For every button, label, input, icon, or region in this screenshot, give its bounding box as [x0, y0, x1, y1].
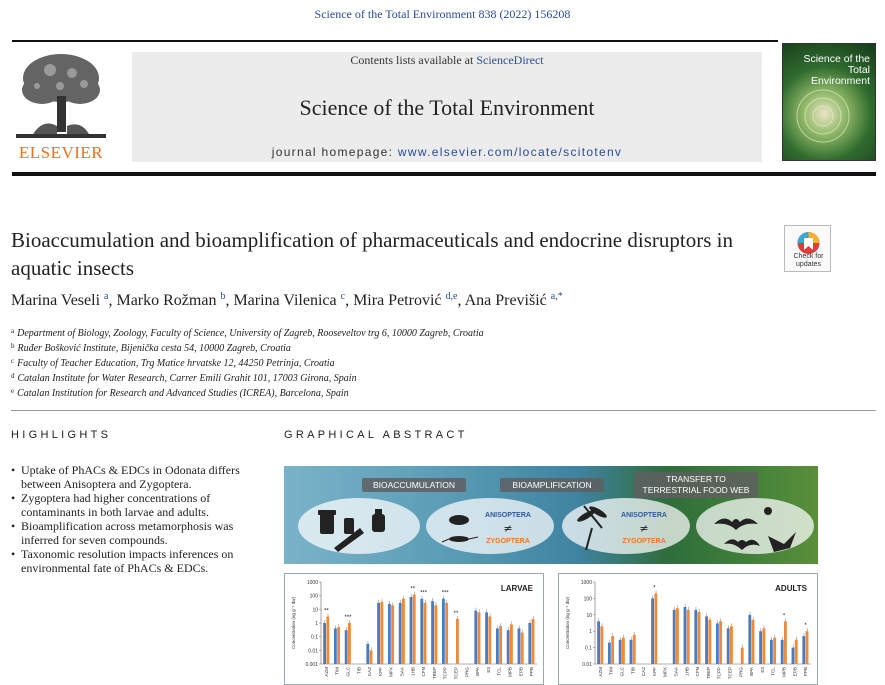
bar — [528, 623, 531, 664]
y-tick-label: 0.1 — [585, 645, 592, 652]
bioamplification-label: BIOAMPLIFICATION — [500, 478, 604, 492]
bar — [399, 603, 402, 664]
adults-chart[interactable] — [558, 573, 818, 685]
x-tick-label: SAA — [673, 667, 679, 677]
check-for-updates-badge[interactable] — [784, 225, 831, 272]
bar — [792, 648, 795, 664]
x-tick-label: TCL — [770, 667, 776, 676]
highlights-list — [11, 463, 246, 575]
x-tick-label: E3 — [485, 667, 491, 673]
bar — [611, 636, 614, 664]
bar — [748, 615, 751, 664]
bar — [687, 610, 690, 664]
affiliation: $^d$ Catalan Institute for Water Research, Carrer Emili Grahit 101, 17003 Girona, Spain — [11, 372, 357, 384]
y-axis-label: Concentration (ng g⁻¹ dw) — [565, 597, 570, 649]
x-tick-label: PPB — [529, 667, 535, 677]
bar — [420, 599, 423, 664]
bar — [654, 593, 657, 664]
bar — [730, 626, 733, 664]
y-tick-label: 0.1 — [311, 634, 318, 641]
significance-mark: * — [653, 585, 656, 592]
zygoptera-label-larvae: ZYGOPTERA — [486, 538, 530, 545]
bar — [334, 628, 337, 664]
bar — [424, 603, 427, 664]
bar — [445, 603, 448, 664]
bar — [630, 640, 633, 664]
y-tick-label: 0.01 — [582, 662, 592, 668]
bar — [608, 643, 611, 664]
y-tick-label: 1 — [315, 621, 318, 627]
bar — [716, 623, 719, 664]
x-tick-label: BPA — [475, 667, 481, 676]
highlights-heading: HIGHLIGHTS — [11, 429, 112, 441]
bar — [759, 631, 762, 664]
transfer-label: TRANSFER TO TERRESTRIAL FOOD WEB — [634, 472, 758, 498]
masthead-top-rule — [12, 40, 778, 42]
bar — [485, 612, 488, 664]
graphical-abstract-heading: GRAPHICAL ABSTRACT — [284, 429, 468, 441]
bar — [410, 597, 413, 664]
x-tick-label: PRG — [738, 667, 744, 677]
x-tick-label: TBEP — [431, 667, 437, 679]
bar — [521, 633, 524, 664]
x-tick-label: CAZ — [641, 667, 647, 677]
author-affiliation-link[interactable]: d,e — [445, 291, 458, 302]
bar — [684, 607, 687, 664]
bar — [496, 628, 499, 664]
bar — [337, 627, 340, 664]
bar — [377, 603, 380, 664]
x-tick-label: BPA — [749, 667, 755, 676]
significance-mark: ** — [453, 610, 459, 617]
y-axis-label: Concentration (ng g⁻¹ dw) — [291, 597, 296, 649]
bar — [474, 611, 477, 664]
bar — [633, 635, 636, 664]
x-tick-label: E3 — [759, 667, 765, 673]
bar — [622, 638, 625, 664]
masthead-bottom-rule — [12, 172, 876, 176]
bar — [762, 628, 765, 664]
chart-title: LARVAE — [500, 584, 533, 593]
bar — [532, 619, 535, 664]
y-tick-label: 10 — [312, 607, 318, 614]
x-tick-label: CAZ — [367, 667, 373, 677]
cover-title: Science of the Total Environment — [803, 53, 870, 87]
bar — [619, 640, 622, 664]
article-title: Bioaccumulation and bioamplification of pharmaceuticals and endocrine disruptors in aquatic insects — [11, 228, 733, 280]
not-equal-sign: ≠ — [503, 522, 513, 535]
x-tick-label: EPB — [518, 667, 524, 677]
journal-title: Science of the Total Environment — [299, 95, 595, 120]
bar — [708, 620, 711, 664]
author: Marina Veseli $^a$ — [11, 291, 109, 309]
bar — [727, 628, 730, 664]
bar — [770, 640, 773, 664]
highlight-item: • Bioamplification across metamorphosis was inferred for seven compounds. — [11, 519, 246, 547]
bar — [442, 599, 445, 664]
highlight-item: • Uptake of PhACs & EDCs in Odonata differs between Anisoptera and Zygoptera. — [11, 463, 246, 491]
bar — [741, 648, 744, 664]
dragonfly-icon — [576, 504, 608, 550]
journal-reference[interactable]: Science of the Total Environment 838 (2022) 156208 — [314, 7, 571, 21]
x-tick-label: CFN — [421, 667, 427, 677]
x-tick-label: TBEP — [705, 667, 711, 679]
y-tick-label: 100 — [309, 593, 318, 600]
journal-masthead — [132, 52, 762, 162]
bar — [478, 612, 481, 664]
bar — [434, 605, 437, 664]
affiliation-list — [11, 324, 484, 399]
bar — [370, 650, 373, 664]
affiliation: $^c$ Faculty of Teacher Education, Trg Matice hrvatske 12, 44250 Petrinja, Croatia — [11, 357, 335, 369]
y-tick-label: 10 — [586, 612, 592, 619]
bar — [802, 636, 805, 664]
y-tick-label: 0.01 — [308, 648, 318, 655]
bar — [510, 624, 513, 664]
bar — [698, 612, 701, 664]
x-tick-label: TCPP — [716, 667, 722, 680]
y-tick-label: 0.001 — [305, 662, 318, 668]
x-tick-label: TCEP — [453, 667, 459, 680]
significance-mark: *** — [420, 590, 428, 597]
affiliation: $^b$ Ruđer Bošković Institute, Bijenička cesta 54, 10000 Zagreb, Croatia — [11, 342, 291, 354]
predator-icon — [714, 507, 796, 552]
bar — [388, 604, 391, 664]
x-tick-label: TIM — [334, 667, 340, 675]
bar — [413, 595, 416, 664]
x-tick-label: 1HB — [410, 667, 416, 676]
x-tick-label: AZM — [597, 667, 603, 677]
y-tick-label: 1000 — [580, 580, 592, 586]
significance-mark: ** — [410, 586, 416, 593]
author-affiliation-link[interactable]: a — [104, 291, 109, 302]
x-tick-label: KPF — [651, 667, 657, 676]
x-tick-label: TIB — [630, 667, 636, 675]
bar — [488, 616, 491, 664]
x-tick-label: TIB — [356, 667, 362, 675]
x-tick-label: PPB — [803, 667, 809, 677]
x-tick-label: EPB — [792, 667, 798, 677]
x-tick-label: 1HB — [684, 667, 690, 676]
x-tick-label: GLC — [345, 667, 351, 677]
chart-svg — [285, 574, 545, 685]
bar — [499, 626, 502, 664]
bar — [507, 630, 510, 664]
bar — [773, 638, 776, 664]
bar — [402, 599, 405, 664]
author-affiliation-link[interactable]: b — [220, 291, 226, 302]
contents-line: Contents lists available at ScienceDirect — [350, 53, 544, 67]
bar — [784, 621, 787, 664]
journal-homepage: journal homepage: www.elsevier.com/locate/scitotenv — [271, 145, 623, 159]
bar — [795, 640, 798, 664]
x-tick-label: SAA — [399, 667, 405, 677]
author-list: Marina Veseli $^a$, Marko Rožman $^b$, Marina Vilenica $^c$, Mira Petrović $^{d,e}$, Ana Previšić $^{a,*}$ — [11, 291, 563, 309]
author-affiliation-link[interactable]: c — [340, 291, 346, 302]
y-tick-label: 1000 — [306, 580, 318, 586]
bar — [380, 602, 383, 664]
bar — [600, 626, 603, 664]
bar — [705, 616, 708, 664]
significance-mark: * — [804, 623, 807, 630]
not-equal-sign: ≠ — [639, 522, 649, 535]
larva-icon — [442, 515, 478, 542]
bar — [673, 610, 676, 664]
x-tick-label: AZM — [323, 667, 329, 677]
bar — [323, 623, 326, 664]
anisoptera-label-larvae: ANISOPTERA — [485, 512, 531, 519]
significance-mark: *** — [344, 615, 352, 621]
elsevier-wordmark: ELSEVIER — [18, 143, 104, 162]
x-tick-label: MPB — [781, 667, 787, 677]
bar — [719, 621, 722, 664]
x-tick-label: TIM — [608, 667, 614, 675]
sciencedirect-link[interactable]: ScienceDirect — [476, 53, 544, 67]
bar — [806, 631, 809, 664]
x-tick-label: MPB — [507, 667, 513, 677]
graphical-abstract-icons — [284, 466, 818, 564]
x-tick-label: PRG — [464, 667, 470, 677]
bar — [676, 608, 679, 664]
author: Marina Vilenica $^c$ — [233, 291, 346, 309]
highlight-item: • Zygoptera had higher concentrations of contaminants in both larvae and adults. — [11, 491, 246, 519]
x-tick-label: MPX — [662, 667, 668, 677]
chart-title: ADULTS — [775, 584, 807, 593]
significance-mark: ** — [324, 608, 329, 615]
larvae-chart[interactable] — [284, 573, 544, 685]
significance-mark: *** — [441, 590, 449, 597]
affiliation: $^e$ Catalan Institution for Research and Advanced Studies (ICREA), Barcelona, Spain — [11, 387, 349, 399]
bar — [366, 644, 369, 664]
chart-svg — [559, 574, 819, 685]
homepage-link[interactable]: www.elsevier.com/locate/scitotenv — [397, 145, 623, 159]
graphical-abstract-image[interactable] — [284, 466, 818, 564]
author-affiliation-link[interactable]: a,* — [550, 291, 563, 302]
bar — [752, 620, 755, 664]
bar — [391, 605, 394, 664]
affiliation: $^a$ Department of Biology, Zoology, Faculty of Science, University of Zagreb, Rooseveltov trg 6, 10000 Zagreb, Croatia — [11, 327, 484, 339]
section-divider — [11, 410, 876, 411]
x-tick-label: KPF — [377, 667, 383, 676]
crossmark-label: Check for updates — [793, 253, 824, 268]
bar — [781, 640, 784, 664]
bar — [345, 630, 348, 664]
x-tick-label: CFN — [695, 667, 701, 677]
y-tick-label: 100 — [583, 596, 592, 603]
bar — [348, 623, 351, 664]
author: Marko Rožman $^b$ — [116, 291, 226, 309]
bar — [651, 598, 654, 664]
x-tick-label: TCPP — [442, 667, 448, 680]
zygoptera-label-adults: ZYGOPTERA — [622, 538, 666, 545]
bar — [597, 621, 600, 664]
bar — [431, 601, 434, 664]
bar — [518, 628, 521, 664]
author: Mira Petrović $^{d,e}$ — [353, 291, 458, 309]
journal-cover[interactable] — [782, 43, 876, 161]
bioaccumulation-label: BIOACCUMULATION — [362, 478, 466, 492]
pharmaceutical-icon — [318, 509, 385, 552]
x-tick-label: TCL — [496, 667, 502, 676]
bar — [456, 619, 459, 664]
x-tick-label: TCEP — [727, 667, 733, 680]
bar — [326, 616, 329, 664]
bar — [694, 610, 697, 664]
author: Ana Previšić $^{a,*}$ — [464, 291, 563, 309]
x-tick-label: GLC — [619, 667, 625, 677]
anisoptera-label-adults: ANISOPTERA — [621, 512, 667, 519]
x-tick-label: MPX — [388, 667, 394, 677]
y-tick-label: 1 — [589, 629, 592, 636]
highlight-item: • Taxonomic resolution impacts inferences on environmental fate of PhACs & EDCs. — [11, 547, 246, 575]
significance-mark: * — [782, 613, 786, 620]
